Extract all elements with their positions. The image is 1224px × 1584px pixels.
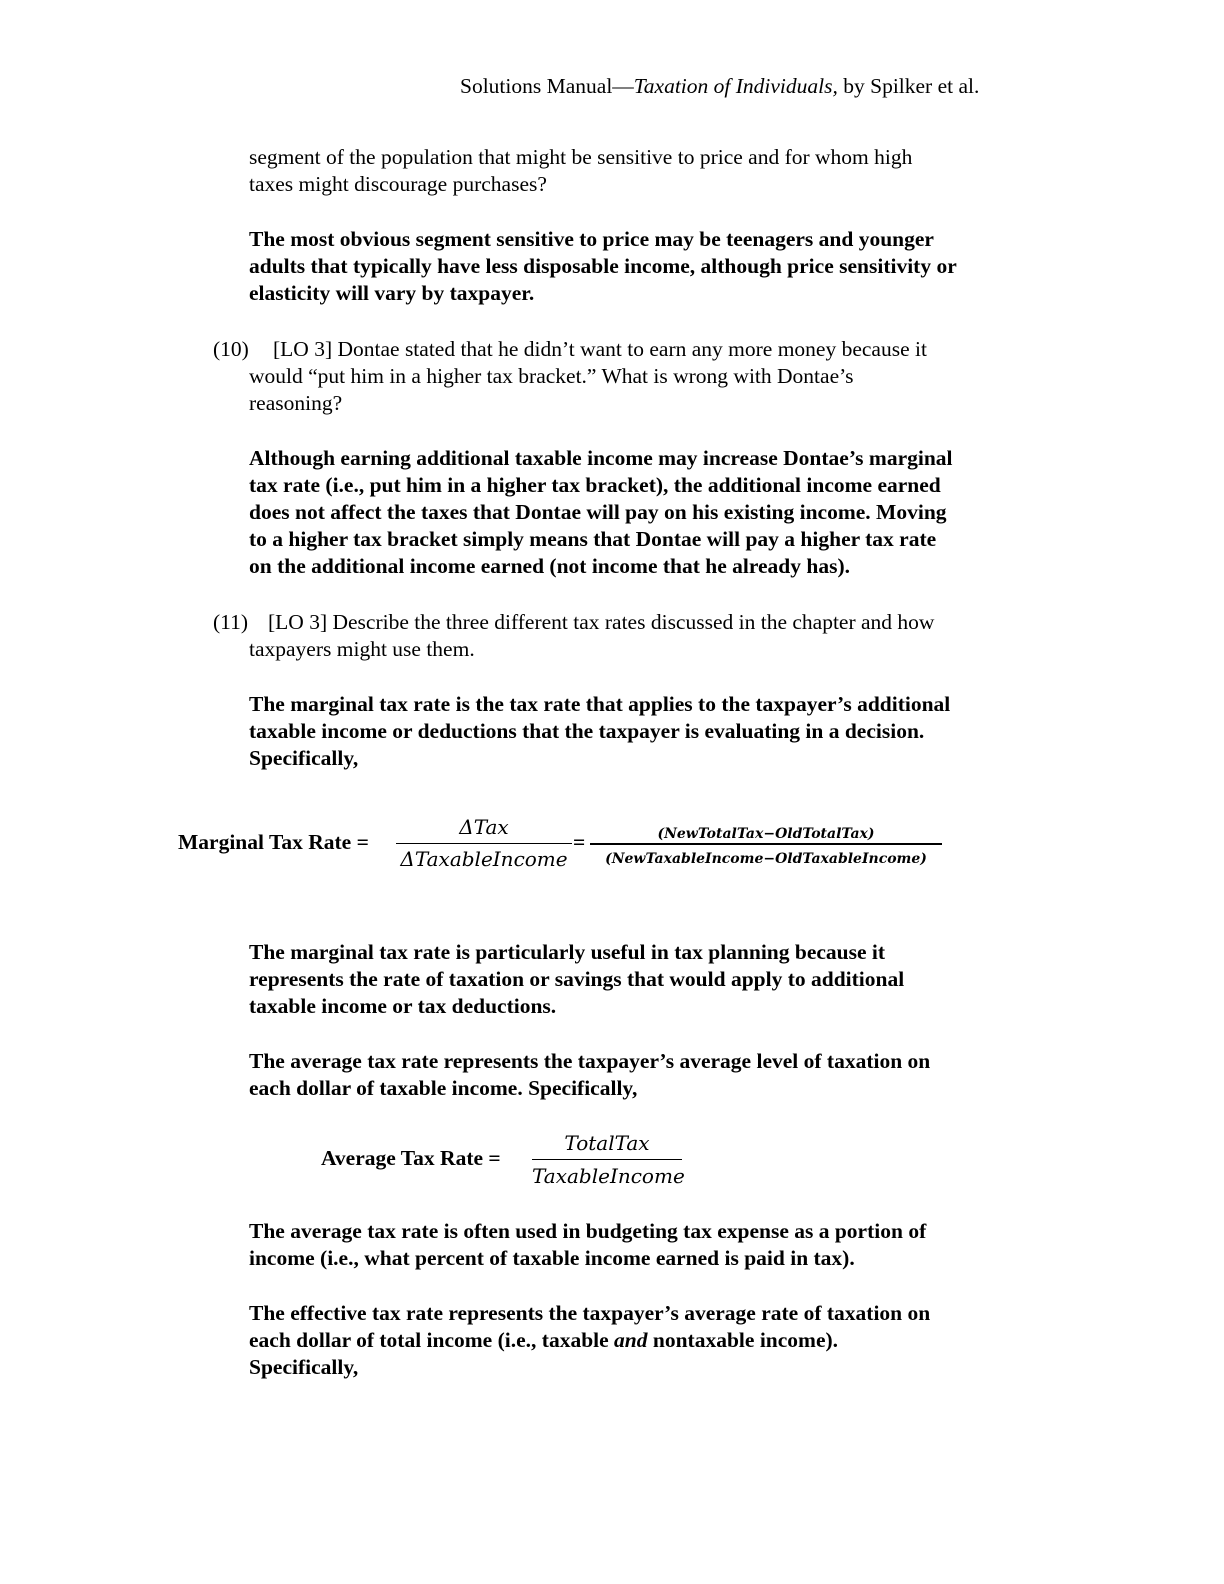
marginal-fraction-line1 — [396, 843, 572, 844]
effective-intro-emphasis: and — [614, 1328, 648, 1352]
average-use-line: The average tax rate is often used in budgeting tax expense as a portion of — [249, 1219, 927, 1243]
marginal-rate-use — [249, 939, 1049, 1020]
q9-text-line: segment of the population that might be sensitive to price and for whom high — [249, 145, 913, 169]
marginal-use-line: taxable income or tax deductions. — [249, 994, 557, 1018]
average-rate-intro — [249, 1048, 1049, 1102]
q9-text-line: taxes might discourage purchases? — [249, 172, 547, 196]
q9-answer — [249, 226, 1049, 307]
average-formula-numerator: TotalTax — [564, 1131, 650, 1155]
q10-answer-line: tax rate (i.e., put him in a higher tax bracket), the additional income earned — [249, 473, 941, 497]
q10-text-line: would “put him in a higher tax bracket.” What is wrong with Dontae’s — [249, 364, 854, 388]
marginal-formula-equals: = — [573, 830, 586, 854]
q10-answer — [249, 445, 1049, 580]
marginal-formula-numerator1: ΔTax — [459, 815, 509, 839]
q10-text-line: reasoning? — [249, 391, 343, 415]
marginal-intro-line: Specifically, — [249, 746, 359, 770]
effective-intro-line: Specifically, — [249, 1355, 359, 1379]
average-formula-label: Average Tax Rate = — [321, 1146, 501, 1170]
average-rate-use — [249, 1218, 1049, 1272]
marginal-formula-label: Marginal Tax Rate = — [178, 830, 369, 854]
marginal-formula-denominator2: (NewTaxableIncome−OldTaxableIncome) — [605, 851, 927, 867]
page-header — [460, 73, 1040, 100]
q11-question-line1: [LO 3] Describe the three different tax rates discussed in the chapter and how — [268, 610, 935, 634]
header-book-title: Taxation of Individuals, — [633, 74, 838, 98]
average-use-line: income (i.e., what percent of taxable income earned is paid in tax). — [249, 1246, 855, 1270]
marginal-use-line: represents the rate of taxation or savings that would apply to additional — [249, 967, 905, 991]
effective-rate-intro — [249, 1300, 1049, 1381]
marginal-intro-line: taxable income or deductions that the taxpayer is evaluating in a decision. — [249, 719, 925, 743]
q10-answer-line: on the additional income earned (not income that he already has). — [249, 554, 851, 578]
effective-intro-line — [249, 1327, 1049, 1354]
q9-question-continued — [249, 144, 1049, 198]
q9-answer-line: elasticity will vary by taxpayer. — [249, 281, 535, 305]
q10-question-rest — [249, 363, 1049, 417]
effective-intro-line: The effective tax rate represents the taxpayer’s average rate of taxation on — [249, 1301, 931, 1325]
marginal-use-line: The marginal tax rate is particularly useful in tax planning because it — [249, 940, 886, 964]
q10-answer-line: to a higher tax bracket simply means that Dontae will pay a higher tax rate — [249, 527, 937, 551]
marginal-formula-denominator1: ΔTaxableIncome — [400, 847, 568, 871]
q11-number: (11) — [213, 610, 249, 634]
q11-question-rest: taxpayers might use them. — [249, 637, 475, 661]
header-suffix: by Spilker et al. — [837, 74, 980, 98]
q9-answer-line: The most obvious segment sensitive to price may be teenagers and younger — [249, 227, 934, 251]
marginal-intro-line: The marginal tax rate is the tax rate that applies to the taxpayer’s additional — [249, 692, 951, 716]
average-intro-line: The average tax rate represents the taxpayer’s average level of taxation on — [249, 1049, 931, 1073]
q10-answer-line: Although earning additional taxable income may increase Dontae’s marginal — [249, 446, 953, 470]
average-formula-denominator: TaxableIncome — [532, 1164, 685, 1188]
q10-question-line1: [LO 3] Dontae stated that he didn’t want to earn any more money because it — [273, 337, 927, 361]
average-fraction-line — [532, 1159, 682, 1160]
effective-intro-text: each dollar of total income (i.e., taxable — [249, 1328, 615, 1352]
marginal-fraction-line2 — [590, 843, 942, 845]
marginal-formula-numerator2: (NewTotalTax−OldTotalTax) — [657, 826, 875, 842]
effective-intro-text: nontaxable income). — [647, 1328, 839, 1352]
q10-number: (10) — [213, 337, 249, 361]
q10-answer-line: does not affect the taxes that Dontae will pay on his existing income. Moving — [249, 500, 947, 524]
header-prefix: Solutions Manual— — [460, 74, 634, 98]
q9-answer-line: adults that typically have less disposable income, although price sensitivity or — [249, 254, 957, 278]
marginal-rate-intro — [249, 691, 1049, 772]
average-intro-line: each dollar of taxable income. Specifically, — [249, 1076, 638, 1100]
